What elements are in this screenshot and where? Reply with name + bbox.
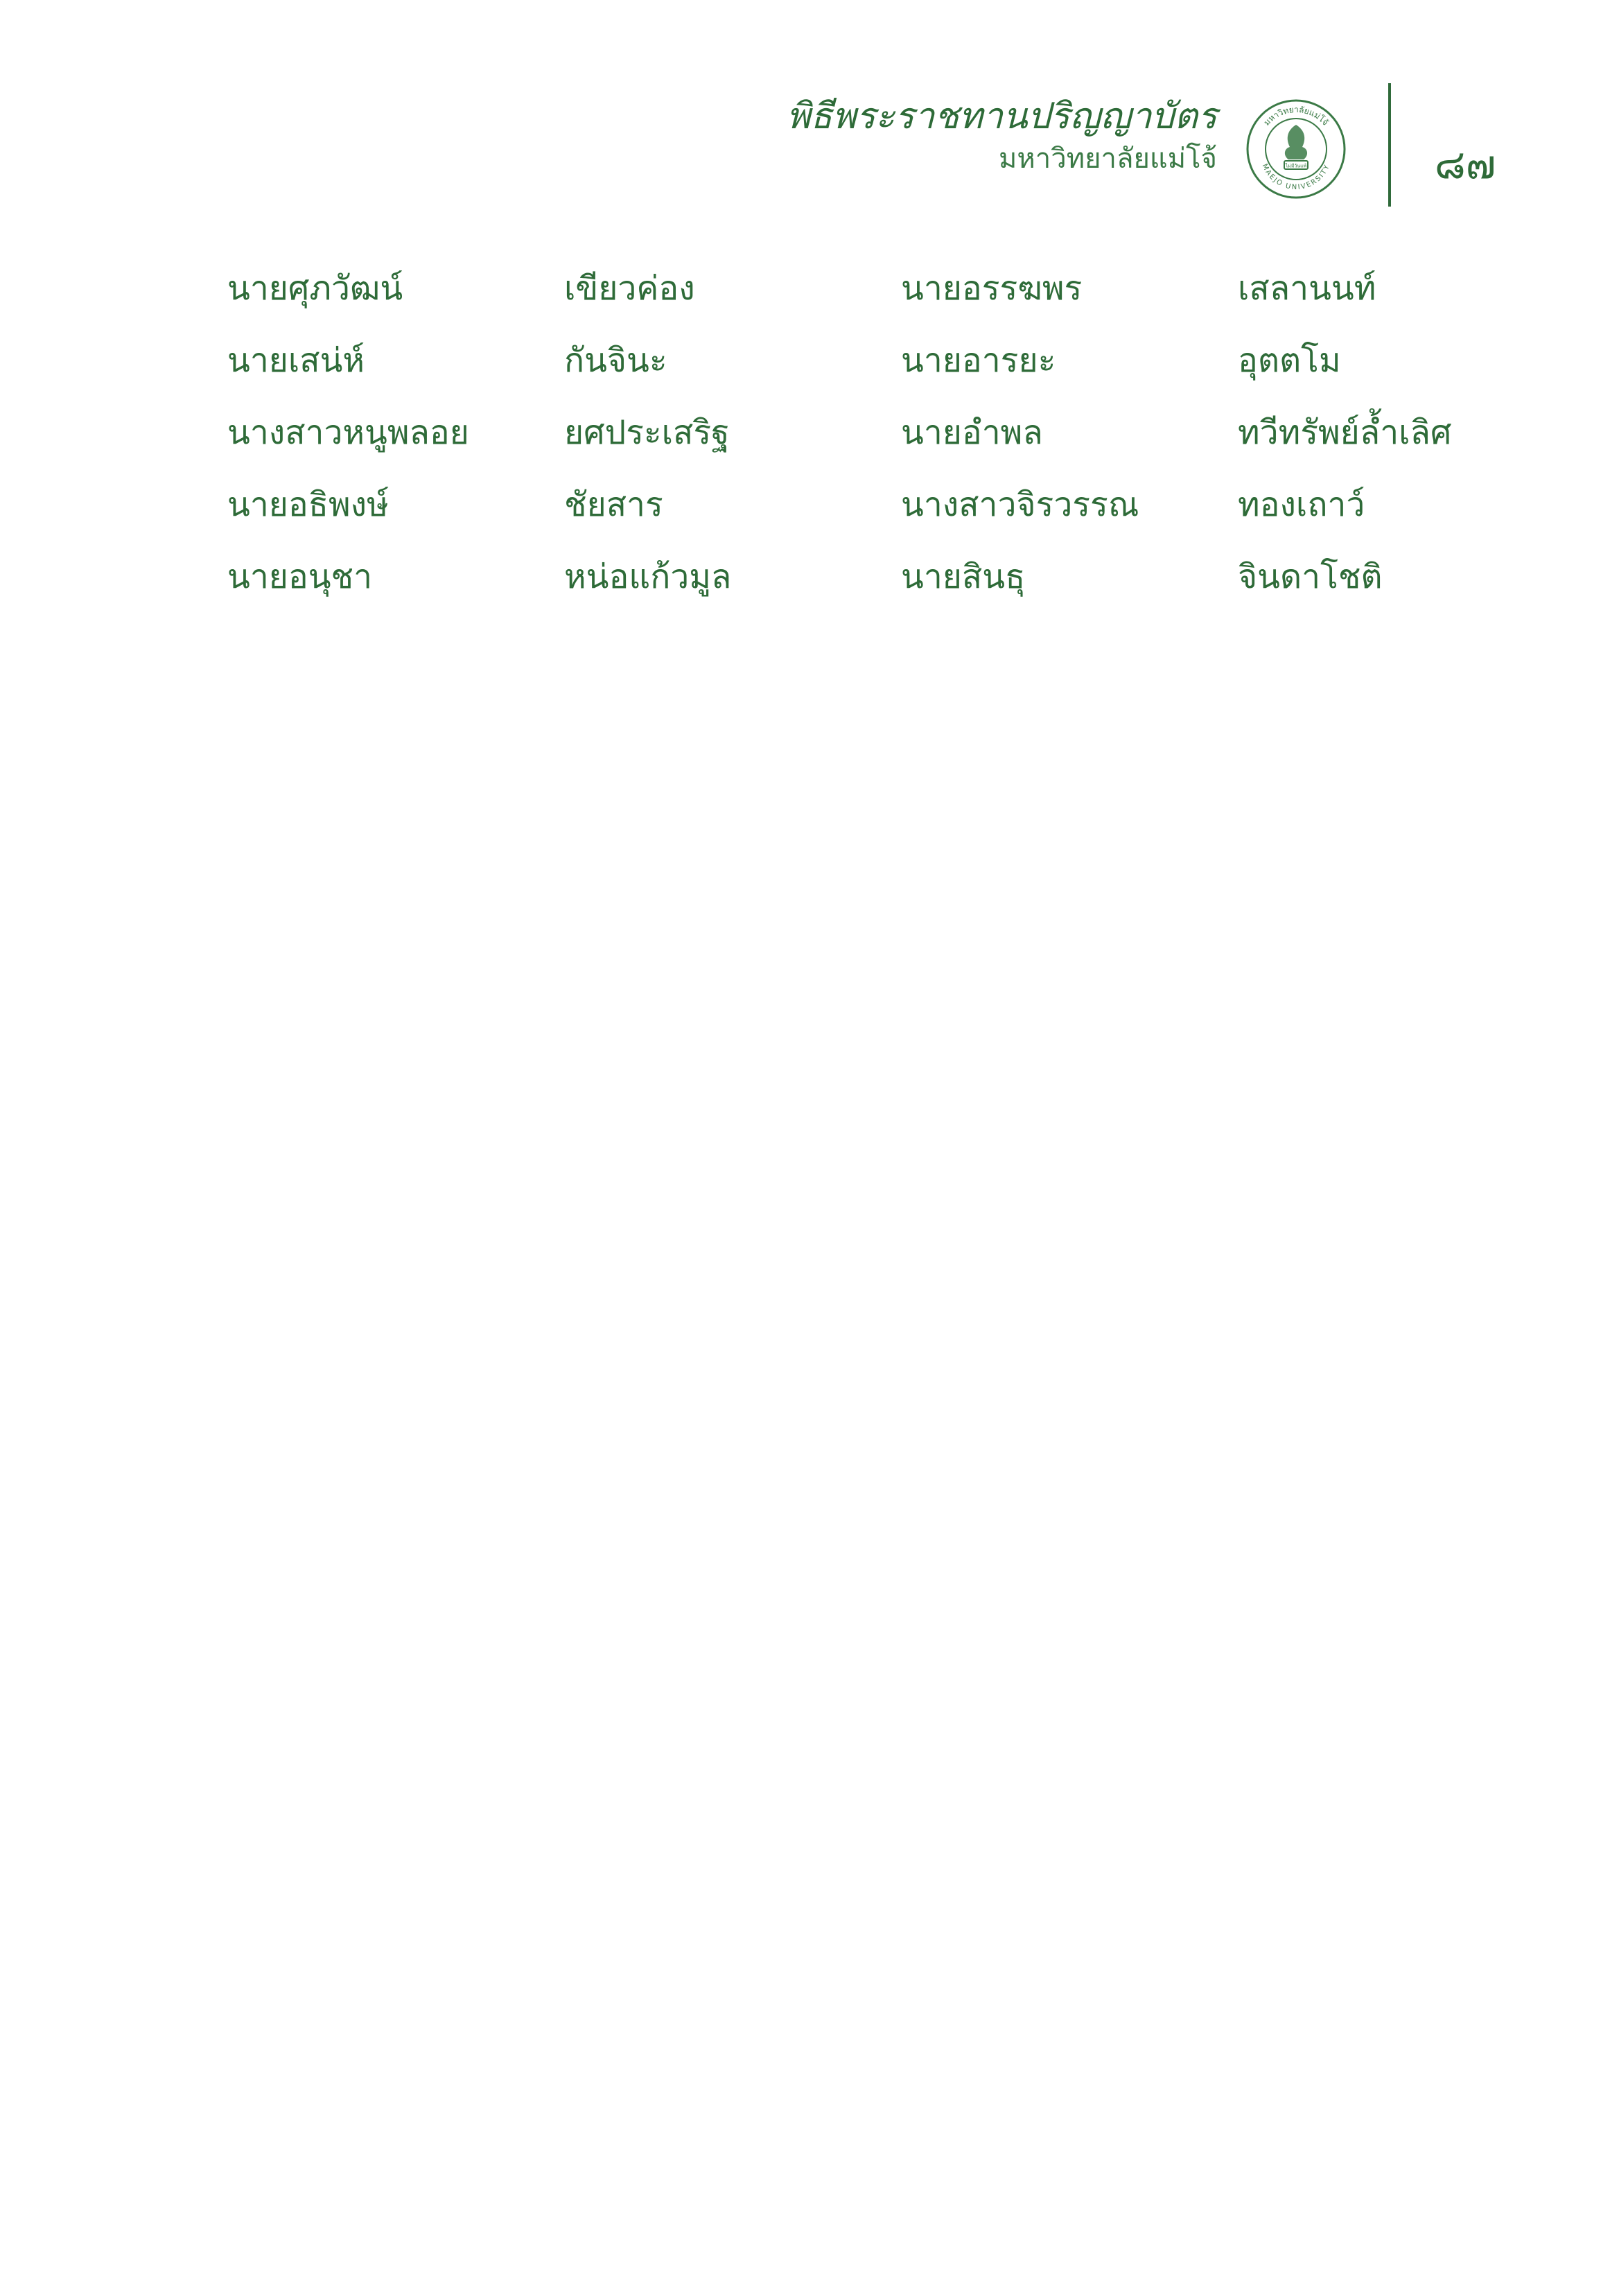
page-header <box>0 0 1619 222</box>
university-name: มหาวิทยาลัยแม่โจ้ <box>999 143 1217 175</box>
first-name: นายอรรฆพร <box>901 269 1083 308</box>
graduate-names-list <box>227 263 1544 624</box>
header-titles <box>787 97 1217 174</box>
last-name: เสลานนท์ <box>1238 269 1376 308</box>
last-name: ชัยสาร <box>564 485 663 524</box>
first-name: นายอธิพงษ์ <box>227 485 389 524</box>
last-name: ยศประเสริฐ <box>564 413 730 452</box>
last-name: กันจินะ <box>564 341 667 380</box>
last-name: เขียวค่อง <box>564 269 695 308</box>
ceremony-title: พิธีพระราชทานปริญญาบัตร <box>786 96 1217 137</box>
last-name: อุตตโม <box>1238 341 1341 380</box>
name-row <box>227 552 1544 624</box>
first-name: นางสาวหนูพลอย <box>227 413 469 452</box>
last-name: หน่อแก้วมูล <box>564 557 732 596</box>
last-name: ทองเถาว์ <box>1238 485 1365 524</box>
first-name: นายศุภวัฒน์ <box>227 269 403 308</box>
page-number: ๘๗ <box>1435 141 1496 188</box>
seal-center-text: ไม่มีวันแพ้ <box>1285 163 1307 169</box>
first-name: นายสินธุ <box>901 557 1026 596</box>
first-name: นายอนุชา <box>227 557 373 596</box>
name-row <box>227 408 1544 480</box>
name-row <box>227 263 1544 336</box>
seal-top-text: มหาวิทยาลัยแม่โจ้ <box>1261 104 1331 128</box>
first-name: นายอารยะ <box>901 341 1056 380</box>
university-seal-icon <box>1244 97 1348 201</box>
name-row <box>227 336 1544 408</box>
first-name: นายอำพล <box>901 413 1043 452</box>
header-divider <box>1388 83 1391 207</box>
last-name: ทวีทรัพย์ล้ำเลิศ <box>1238 413 1452 452</box>
name-row <box>227 480 1544 552</box>
seal-bottom-text: MAEJO UNIVERSITY <box>1260 162 1332 192</box>
last-name: จินดาโชติ <box>1238 557 1383 596</box>
first-name: นางสาวจิรวรรณ <box>901 485 1139 524</box>
first-name: นายเสน่ห์ <box>227 341 365 380</box>
